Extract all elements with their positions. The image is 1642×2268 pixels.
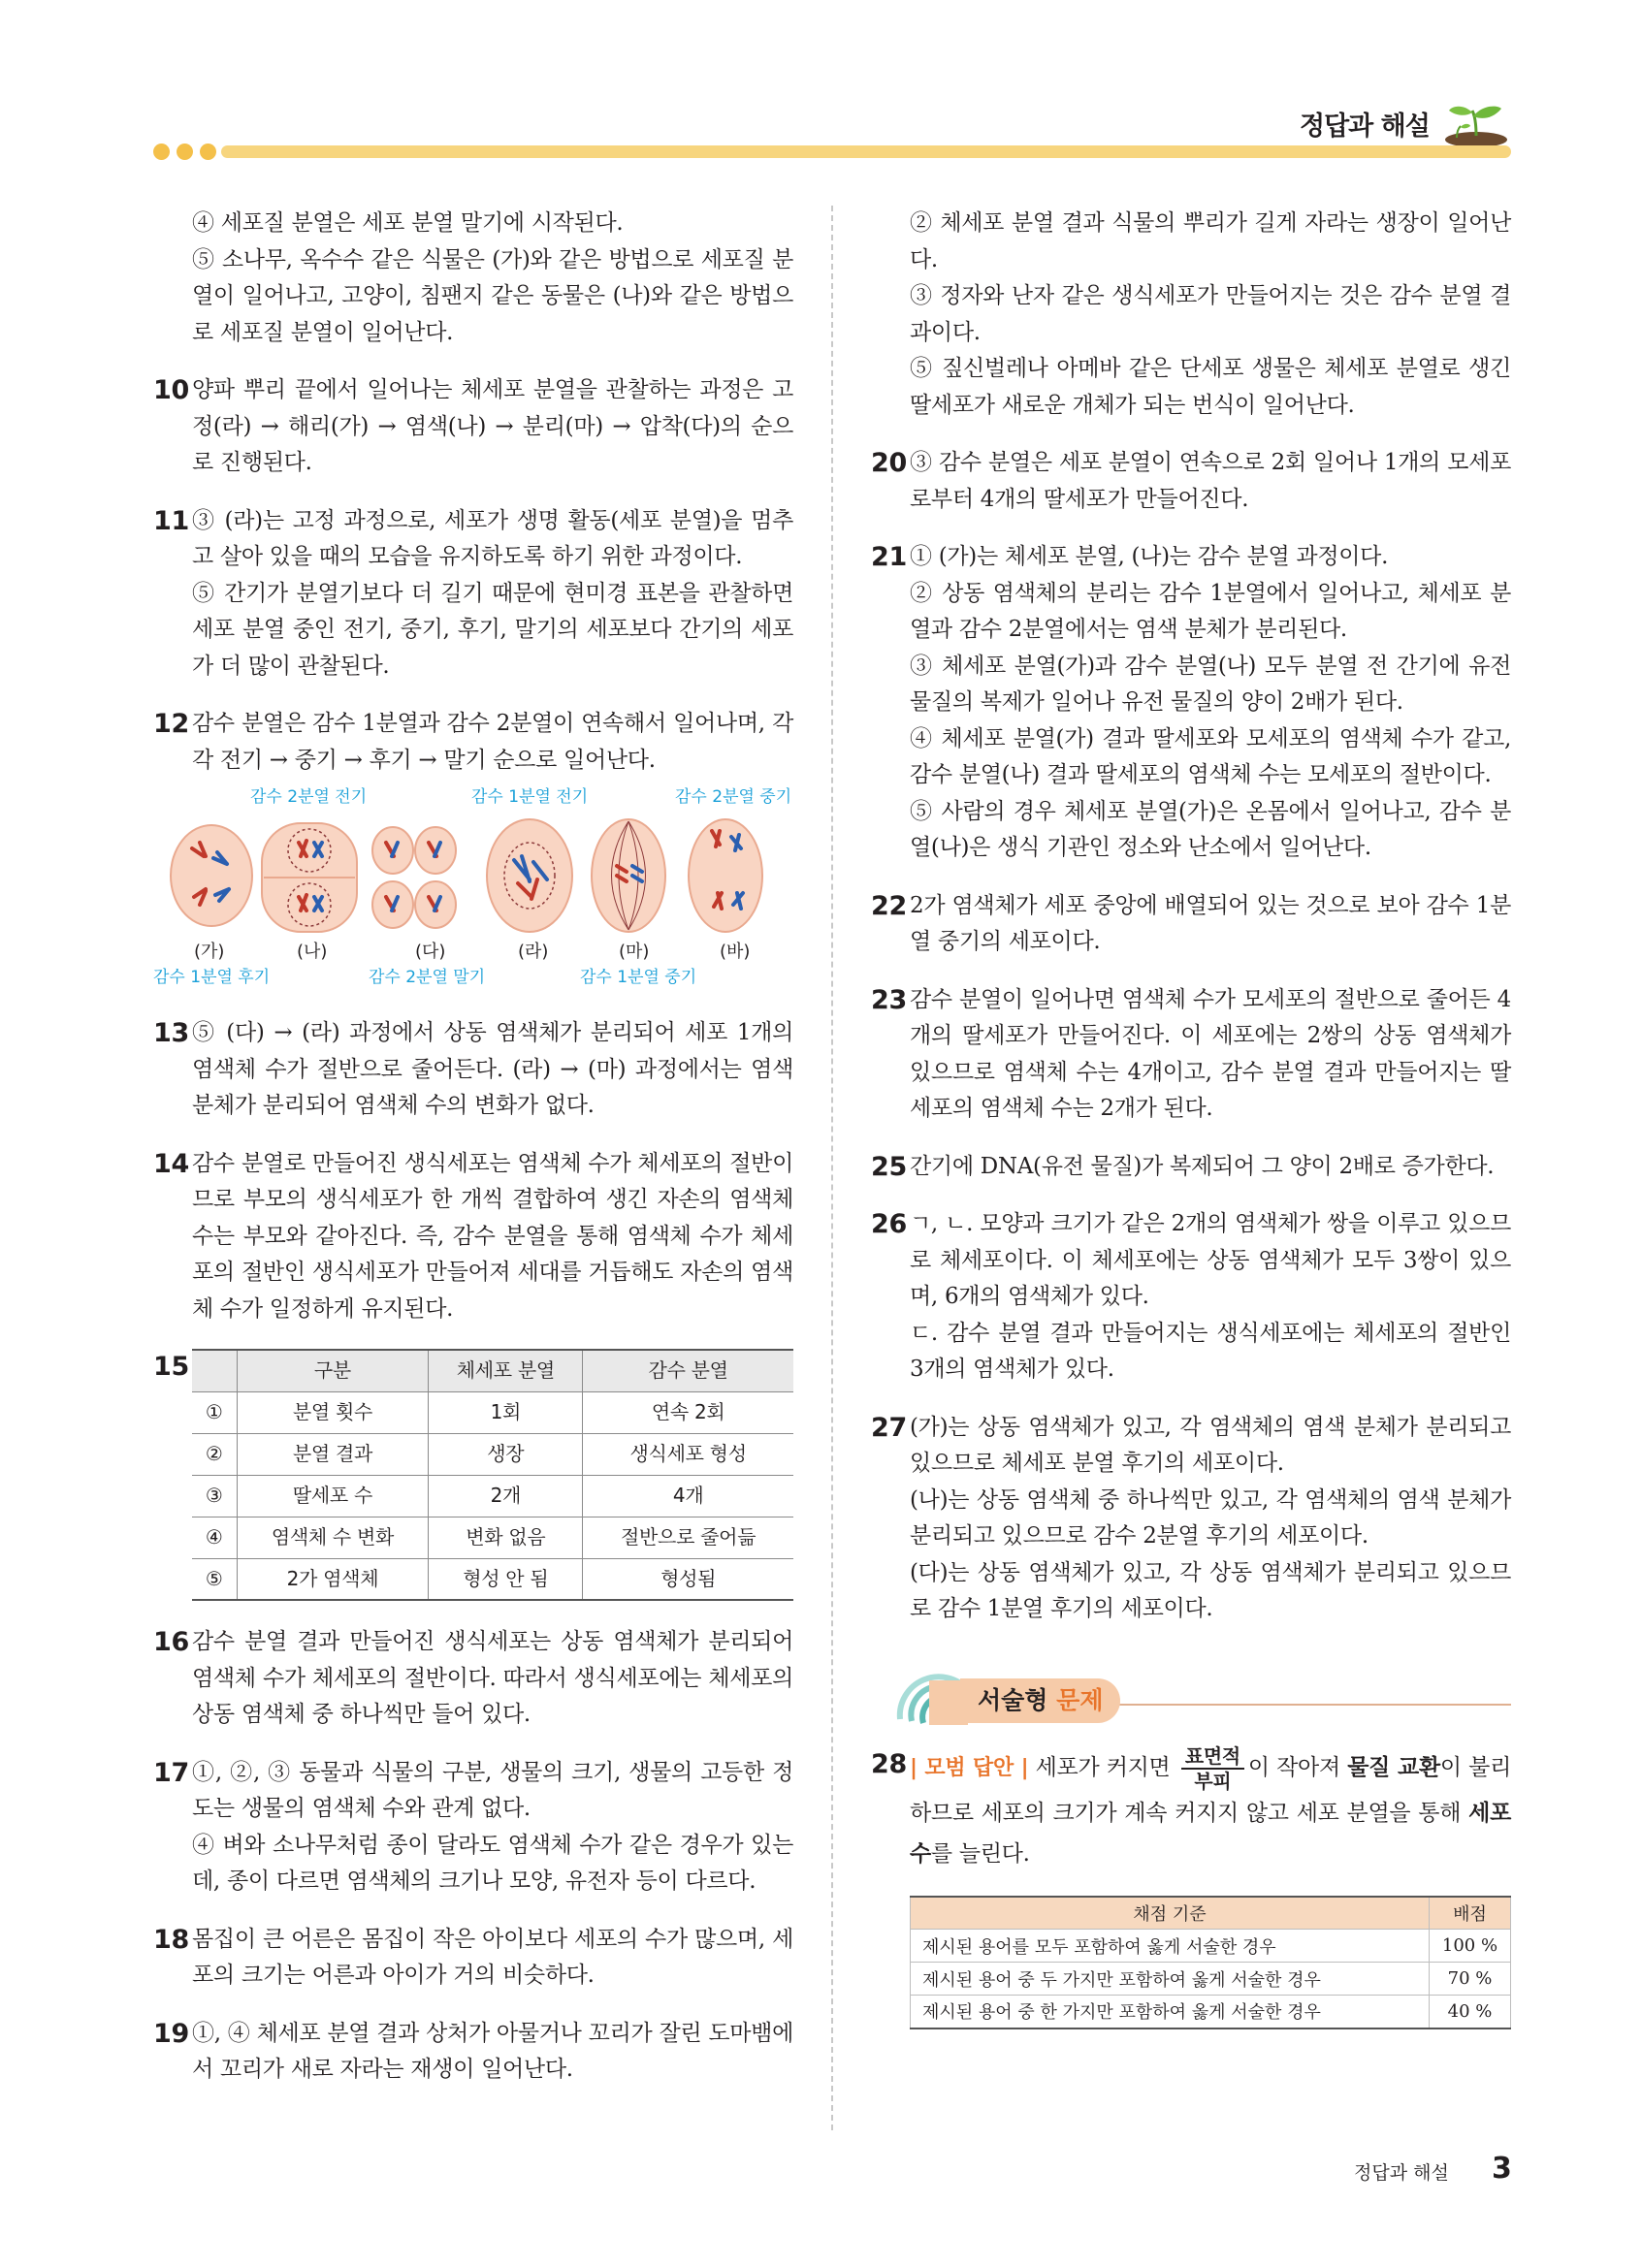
answer-number: 11 <box>153 505 189 536</box>
answer-text: ④ 벼와 소나무처럼 종이 달라도 염색체 수가 같은 경우가 있는데, 종이 다르면 염색체의 크기나 모양, 유전자 등이 다르다. <box>192 1832 793 1894</box>
answer-text: ①, ②, ③ 동물과 식물의 구분, 생물의 크기, 생물의 고등한 정도는 생물의 염색체 수와 관계 없다. <box>192 1759 793 1821</box>
answer-27 <box>871 1410 1511 1628</box>
answer-number: 16 <box>153 1627 189 1657</box>
table-row: 제시된 용어 중 한 가지만 포함하여 옳게 서술한 경우 40 % <box>911 1996 1511 2028</box>
answer-text: | 모범 답안 | 세포가 커지면 $\frac{\text{표면적}}{\text{부피}}$ 이 작아져 물질 교환이 불리하므로 세포의 크기가 계속 커지지 않고 세포 분열을 통해 세포 수를 늘린다. <box>910 1743 1512 1867</box>
essay-section-banner <box>871 1651 1511 1729</box>
table-header: 감수 분열 <box>583 1350 793 1391</box>
answer-number: 14 <box>153 1148 189 1179</box>
answer-text: ① (가)는 체세포 분열, (나)는 감수 분열 과정이다. <box>910 544 1389 569</box>
answer-number: 21 <box>871 542 907 572</box>
sprout-icon <box>1443 97 1509 147</box>
table-row: 제시된 용어 중 두 가지만 포함하여 옳게 서술한 경우 70 % <box>911 1963 1511 1996</box>
table-row: 제시된 용어를 모두 포함하여 옳게 서술한 경우 100 % <box>911 1930 1511 1963</box>
header-title: 정답과 해설 <box>1300 112 1430 142</box>
answer-18 <box>153 1922 793 1995</box>
answer-text: 2가 염색체가 세포 중앙에 배열되어 있는 것으로 보아 감수 1분열 중기의 세포이다. <box>910 892 1511 954</box>
answer-number: 22 <box>871 890 907 921</box>
answer-text: ①, ④ 체세포 분열 결과 상처가 아물거나 꼬리가 잘린 도마뱀에서 꼬리가 새로 자라는 재생이 일어난다. <box>192 2020 793 2082</box>
answer-number: 23 <box>871 984 907 1015</box>
table-header: 체세포 분열 <box>429 1350 583 1391</box>
answer-19 <box>153 2016 793 2089</box>
answer-text: ㄱ, ㄴ. 모양과 크기가 같은 2개의 염색체가 쌍을 이루고 있으므로 체세포이다. 이 체세포에는 상동 염색체가 모두 3쌍이 있으며, 6개의 염색체가 있다. <box>910 1211 1511 1309</box>
model-answer-label: | 모범 답안 | <box>910 1755 1029 1780</box>
page-footer <box>1354 2152 1512 2186</box>
answer-text: 감수 분열이 일어나면 염색체 수가 모세포의 절반으로 줄어든 4개의 딸세포가 만들어진다. 이 세포에는 2쌍의 상동 염색체가 있으므로 염색체 수는 4개이고, 감수 분열 결과 만들어지는 딸세포의 염색체 수는 2개가 된다. <box>910 986 1511 1121</box>
answer-number: 18 <box>153 1924 189 1955</box>
answer-number: 19 <box>153 2018 189 2049</box>
figure-label-bottom: 감수 2분열 말기 <box>369 968 486 987</box>
answer-number: 26 <box>871 1209 907 1239</box>
essay-section-title: 서술형 문제 <box>960 1678 1120 1723</box>
figure-label-top: 감수 2분열 전기 <box>250 787 368 807</box>
answer-20 <box>871 445 1511 518</box>
answer-number: 28 <box>871 1748 907 1779</box>
figure-label-bottom: 감수 1분열 후기 <box>153 968 271 987</box>
answer-number: 27 <box>871 1412 907 1443</box>
cell-da <box>372 827 456 928</box>
answer-17 <box>153 1755 793 1901</box>
answer-text: 감수 분열 결과 만들어진 생식세포는 상동 염색체가 분리되어 염색체 수가 체세포의 절반이다. 따라서 생식세포에는 체세포의 상동 염색체 중 하나씩만 들어 있다. <box>192 1629 793 1727</box>
answer-26 <box>871 1206 1511 1389</box>
table-header: 채점 기준 <box>911 1897 1430 1930</box>
table-row: ① 분열 횟수 1회 연속 2회 <box>192 1391 793 1433</box>
answer-16 <box>153 1624 793 1734</box>
answer-number: 17 <box>153 1757 189 1788</box>
scoring-table <box>910 1896 1511 2029</box>
cell-ba <box>689 819 762 932</box>
table-row: ③ 딸세포 수 2개 4개 <box>192 1475 793 1517</box>
answer-14 <box>153 1146 793 1328</box>
answer-9-continued: ④ 세포질 분열은 세포 분열 말기에 시작된다. ⑤ 소나무, 옥수수 같은 식물은 (가)와 같은 방법으로 세포질 분열이 일어나고, 고양이, 침팬지 같은 동물은 (나)와 같은 방법으로 세포질 분열이 일어난다. <box>192 210 793 345</box>
cell-ma <box>592 819 665 932</box>
footer-label: 정답과 해설 <box>1354 2162 1449 2184</box>
answer-number: 20 <box>871 448 907 478</box>
table-header: 배점 <box>1430 1897 1511 1930</box>
answer-text: ② 상동 염색체의 분리는 감수 1분열에서 일어나고, 체세포 분열과 감수 2분열에서는 염색 분체가 분리된다. <box>910 580 1511 642</box>
answer-number: 12 <box>153 709 189 739</box>
answer-text: ⑤ 간기가 분열기보다 더 길기 때문에 현미경 표본을 관찰하면 세포 분열 중인 전기, 중기, 후기, 말기의 세포보다 간기의 세포가 더 많이 관찰된다. <box>192 580 793 679</box>
comparison-table <box>192 1349 793 1601</box>
answer-text: ③ 체세포 분열(가)과 감수 분열(나) 모두 분열 전 간기에 유전 물질의 복제가 일어나 유전 물질의 양이 2배가 된다. <box>910 653 1511 715</box>
answer-text: ③ (라)는 고정 과정으로, 세포가 생명 활동(세포 분열)을 멈추고 살아 있을 때의 모습을 유지하도록 하기 위한 과정이다. <box>192 507 793 569</box>
answer-19-continued: ② 체세포 분열 결과 식물의 뿌리가 길게 자라는 생장이 일어난다. ③ 정자와 난자 같은 생식세포가 만들어지는 것은 감수 분열 결과이다. ⑤ 짚신벌레나 아메바 같은 단세포 생물은 체세포 분열로 생긴 딸세포가 새로운 개체가 되는 번식이 일어난다. <box>910 210 1511 418</box>
figure-label-top: 감수 1분열 전기 <box>471 787 589 807</box>
cell-label: (나) <box>297 942 328 962</box>
answer-number: 25 <box>871 1151 907 1182</box>
answer-15 <box>153 1349 793 1601</box>
cell-label: (마) <box>619 942 650 962</box>
cell-ra <box>487 819 572 932</box>
answer-text: (가)는 상동 염색체가 있고, 각 염색체의 염색 분체가 분리되고 있으므로 체세포 분열 후기의 세포이다. <box>910 1414 1511 1476</box>
cell-na <box>262 823 357 932</box>
cell-label: (가) <box>194 942 225 962</box>
answer-13 <box>153 1015 793 1125</box>
answer-11 <box>153 503 793 686</box>
answer-text: (다)는 상동 염색체가 있고, 각 상동 염색체가 분리되고 있으므로 감수 1분열 후기의 세포이다. <box>910 1559 1511 1621</box>
answer-text: ③ 감수 분열은 세포 분열이 연속으로 2회 일어나 1개의 모세포로부터 4개의 딸세포가 만들어진다. <box>910 450 1511 512</box>
answer-text: ④ 체세포 분열(가) 결과 딸세포와 모세포의 염색체 수가 같고, 감수 분열(나) 결과 딸세포의 염색체 수는 모세포의 절반이다. <box>910 725 1511 787</box>
answer-text: ㄷ. 감수 분열 결과 만들어지는 생식세포에는 체세포의 절반인 3개의 염색체가 있다. <box>910 1320 1511 1382</box>
answer-text: 몸집이 큰 어른은 몸집이 작은 아이보다 세포의 수가 많으며, 세포의 크기는 어른과 아이가 거의 비슷하다. <box>192 1926 793 1988</box>
answer-text: 간기에 DNA(유전 물질)가 복제되어 그 양이 2배로 증가한다. <box>910 1153 1495 1179</box>
page-number: 3 <box>1492 2152 1512 2186</box>
table-row: ⑤ 2가 염색체 형성 안 됨 형성됨 <box>192 1558 793 1600</box>
answer-23 <box>871 982 1511 1128</box>
table-header: 구분 <box>237 1350 429 1391</box>
answer-10 <box>153 372 793 482</box>
meiosis-figure <box>153 783 793 994</box>
figure-label-bottom: 감수 1분열 중기 <box>580 968 697 987</box>
header-bar <box>221 145 1511 158</box>
answer-21 <box>871 539 1511 867</box>
cell-ga <box>171 825 252 926</box>
answer-text: 감수 분열은 감수 1분열과 감수 2분열이 연속해서 일어나며, 각각 전기 → 중기 → 후기 → 말기 순으로 일어난다. <box>192 711 793 773</box>
table-row: ② 분열 결과 생장 생식세포 형성 <box>192 1433 793 1475</box>
left-column <box>153 206 793 2110</box>
cell-label: (다) <box>415 942 446 962</box>
answer-12 <box>153 706 793 779</box>
answer-28 <box>871 1744 1511 1874</box>
cell-label: (바) <box>720 942 751 962</box>
answer-text: 양파 뿌리 끝에서 일어나는 체세포 분열을 관찰하는 과정은 고정(라) → 해리(가) → 염색(나) → 분리(마) → 압착(다)의 순으로 진행된다. <box>192 377 793 475</box>
answer-text: ⑤ 사람의 경우 체세포 분열(가)은 온몸에서 일어나고, 감수 분열(나)은 생식 기관인 정소와 난소에서 일어난다. <box>910 798 1511 860</box>
surface-volume-fraction: $\frac{\text{표면적}}{\text{부피}}$ <box>1181 1744 1244 1793</box>
column-divider <box>831 206 833 2130</box>
answer-22 <box>871 888 1511 961</box>
answer-number: 15 <box>153 1352 189 1382</box>
table-row: ④ 염색체 수 변화 변화 없음 절반으로 줄어듦 <box>192 1517 793 1558</box>
answer-25 <box>871 1149 1511 1186</box>
answer-number: 13 <box>153 1018 189 1048</box>
answer-text: (나)는 상동 염색체 중 하나씩만 있고, 각 염색체의 염색 분체가 분리되고 있으므로 감수 2분열 후기의 세포이다. <box>910 1486 1511 1549</box>
header-dots <box>153 144 223 164</box>
right-column <box>871 206 1511 2029</box>
figure-label-top: 감수 2분열 중기 <box>675 787 792 807</box>
answer-text: ⑤ (다) → (라) 과정에서 상동 염색체가 분리되어 세포 1개의 염색체 수가 절반으로 줄어든다. (라) → (마) 과정에서는 염색 분체가 분리되어 염색체 수의 변화가 없다. <box>192 1020 793 1118</box>
answer-number: 10 <box>153 375 189 405</box>
answer-text: 감수 분열로 만들어진 생식세포는 염색체 수가 체세포의 절반이므로 부모의 생식세포가 한 개씩 결합하여 생긴 자손의 염색체 수는 부모와 같아진다. 즉, 감수 분열을 통해 염색체 수가 체세포의 절반인 생식세포가 만들어져 세대를 거듭해도 자손의 염색체 수가 일정하게 유지된다. <box>192 1150 793 1322</box>
cell-label: (라) <box>518 942 549 962</box>
